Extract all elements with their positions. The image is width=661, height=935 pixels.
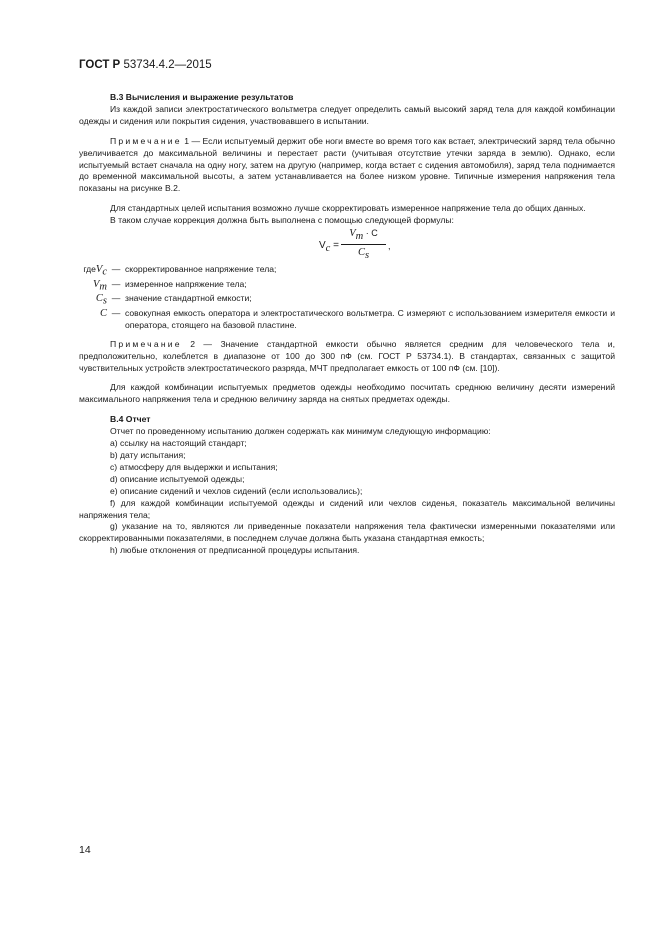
- paragraph: В таком случае коррекция должна быть выполнена с помощью следующей формулы:: [110, 215, 454, 226]
- definition-row: $C_s$ — значение стандартной емкости;: [95, 293, 252, 308]
- list-item: d) описание испытуемой одежды;: [110, 473, 245, 484]
- formula-lhs: $V_c$ =: [319, 240, 339, 255]
- formula-numerator: $V_m \cdot C$: [341, 228, 386, 245]
- paragraph: Для каждой комбинации испытуемых предметов одежды необходимо посчитать среднюю величину десяти измерений максимального напряжения тела и среднюю величину заряда на снятых предметах одежды.: [79, 382, 615, 405]
- definition-row: $V_m$ — измеренное напряжение тела;: [92, 278, 247, 293]
- note-label: Примечание: [110, 135, 182, 146]
- page-number: 14: [79, 844, 91, 856]
- definition-row: гдеV$_c$ — скорректированное напряжение тела;: [83, 264, 277, 278]
- list-item: g) указание на то, являются ли приведенные показатели напряжения тела фактически измеренными показателями или скорректированными показателями, в последнем случае должна быть указана стандартная емкость;: [79, 521, 615, 544]
- paragraph: Для стандартных целей испытания возможно лучше скорректировать измеренное напряжение тела до общих данных.: [110, 203, 586, 214]
- list-item: e) описание сидений и чехлов сидений (если использовались);: [110, 485, 363, 496]
- variable-definitions: [79, 264, 615, 332]
- correction-formula: $V_c$ = $\frac{V_m \cdot C}{C_s}$ ,: [319, 228, 391, 261]
- list-item: f) для каждой комбинации испытуемой одежды и сидений или чехлов сиденья, показатель максимальной величины напряжения тела;: [79, 497, 615, 520]
- where-word: где: [83, 264, 96, 275]
- formula-fraction: [341, 228, 386, 261]
- standard-number: 53734.4.2—2015: [123, 59, 212, 71]
- paragraph: Отчет по проведенному испытанию должен содержать как минимум следующую информацию:: [110, 426, 491, 437]
- section-b4-heading: В.4 Отчет: [110, 414, 151, 425]
- note-text: 1 — Если испытуемый держит обе ноги вместе во время того как встает, электрический заряд тела обычно увеличивается до максимальной величины и перестает расти (учитывая отсутствие утечки заряда в землю). Однако, если испытуемый встает сначала на одну ногу, затем на другую (например, когда встает с сидения автомобиля), заряд тела поднимается до временной максимальной высоты, а затем устанавливается на более низком уровне. Типичные измерения напряжения тела показаны на рисунке В.2.: [79, 135, 615, 194]
- section-b3-heading: В.3 Вычисления и выражение результатов: [110, 92, 294, 102]
- list-item: b) дату испытания;: [110, 450, 186, 460]
- list-item: a) ссылку на настоящий стандарт;: [110, 438, 247, 449]
- note-2: [79, 339, 615, 375]
- note-label: Примечание: [110, 338, 182, 349]
- standard-header: [79, 59, 212, 71]
- list-item: h) любые отклонения от предписанной процедуры испытания.: [110, 545, 360, 556]
- note-1: [79, 136, 615, 196]
- main-content: [79, 92, 615, 557]
- formula-denominator: $C_s$: [357, 246, 370, 261]
- standard-prefix: ГОСТ Р: [79, 59, 121, 71]
- list-item: c) атмосферу для выдержки и испытания;: [110, 461, 278, 472]
- definition-row: C — совокупная емкость оператора и электростатического вольтметра. С измеряют с использованием измерителя емкости и оператора, стоящего на базовой пластине.: [99, 307, 615, 330]
- paragraph: Из каждой записи электростатического вольтметра следует определить самый высокий заряд тела для каждой комбинации одежды и сидения или покрытия сидения, участвовавшего в испытании.: [79, 103, 615, 126]
- note-text: 2 — Значение стандартной емкости обычно является средним для человеческого тела и, предположительно, колеблется в диапазоне от 100 до 300 пФ (см. ГОСТ Р 53734.1). В стандартах, связанных с защитой чувствительных устройств электростатического разряда, МЧТ предполагает емкость от 100 пФ (см. [10]).: [79, 338, 615, 373]
